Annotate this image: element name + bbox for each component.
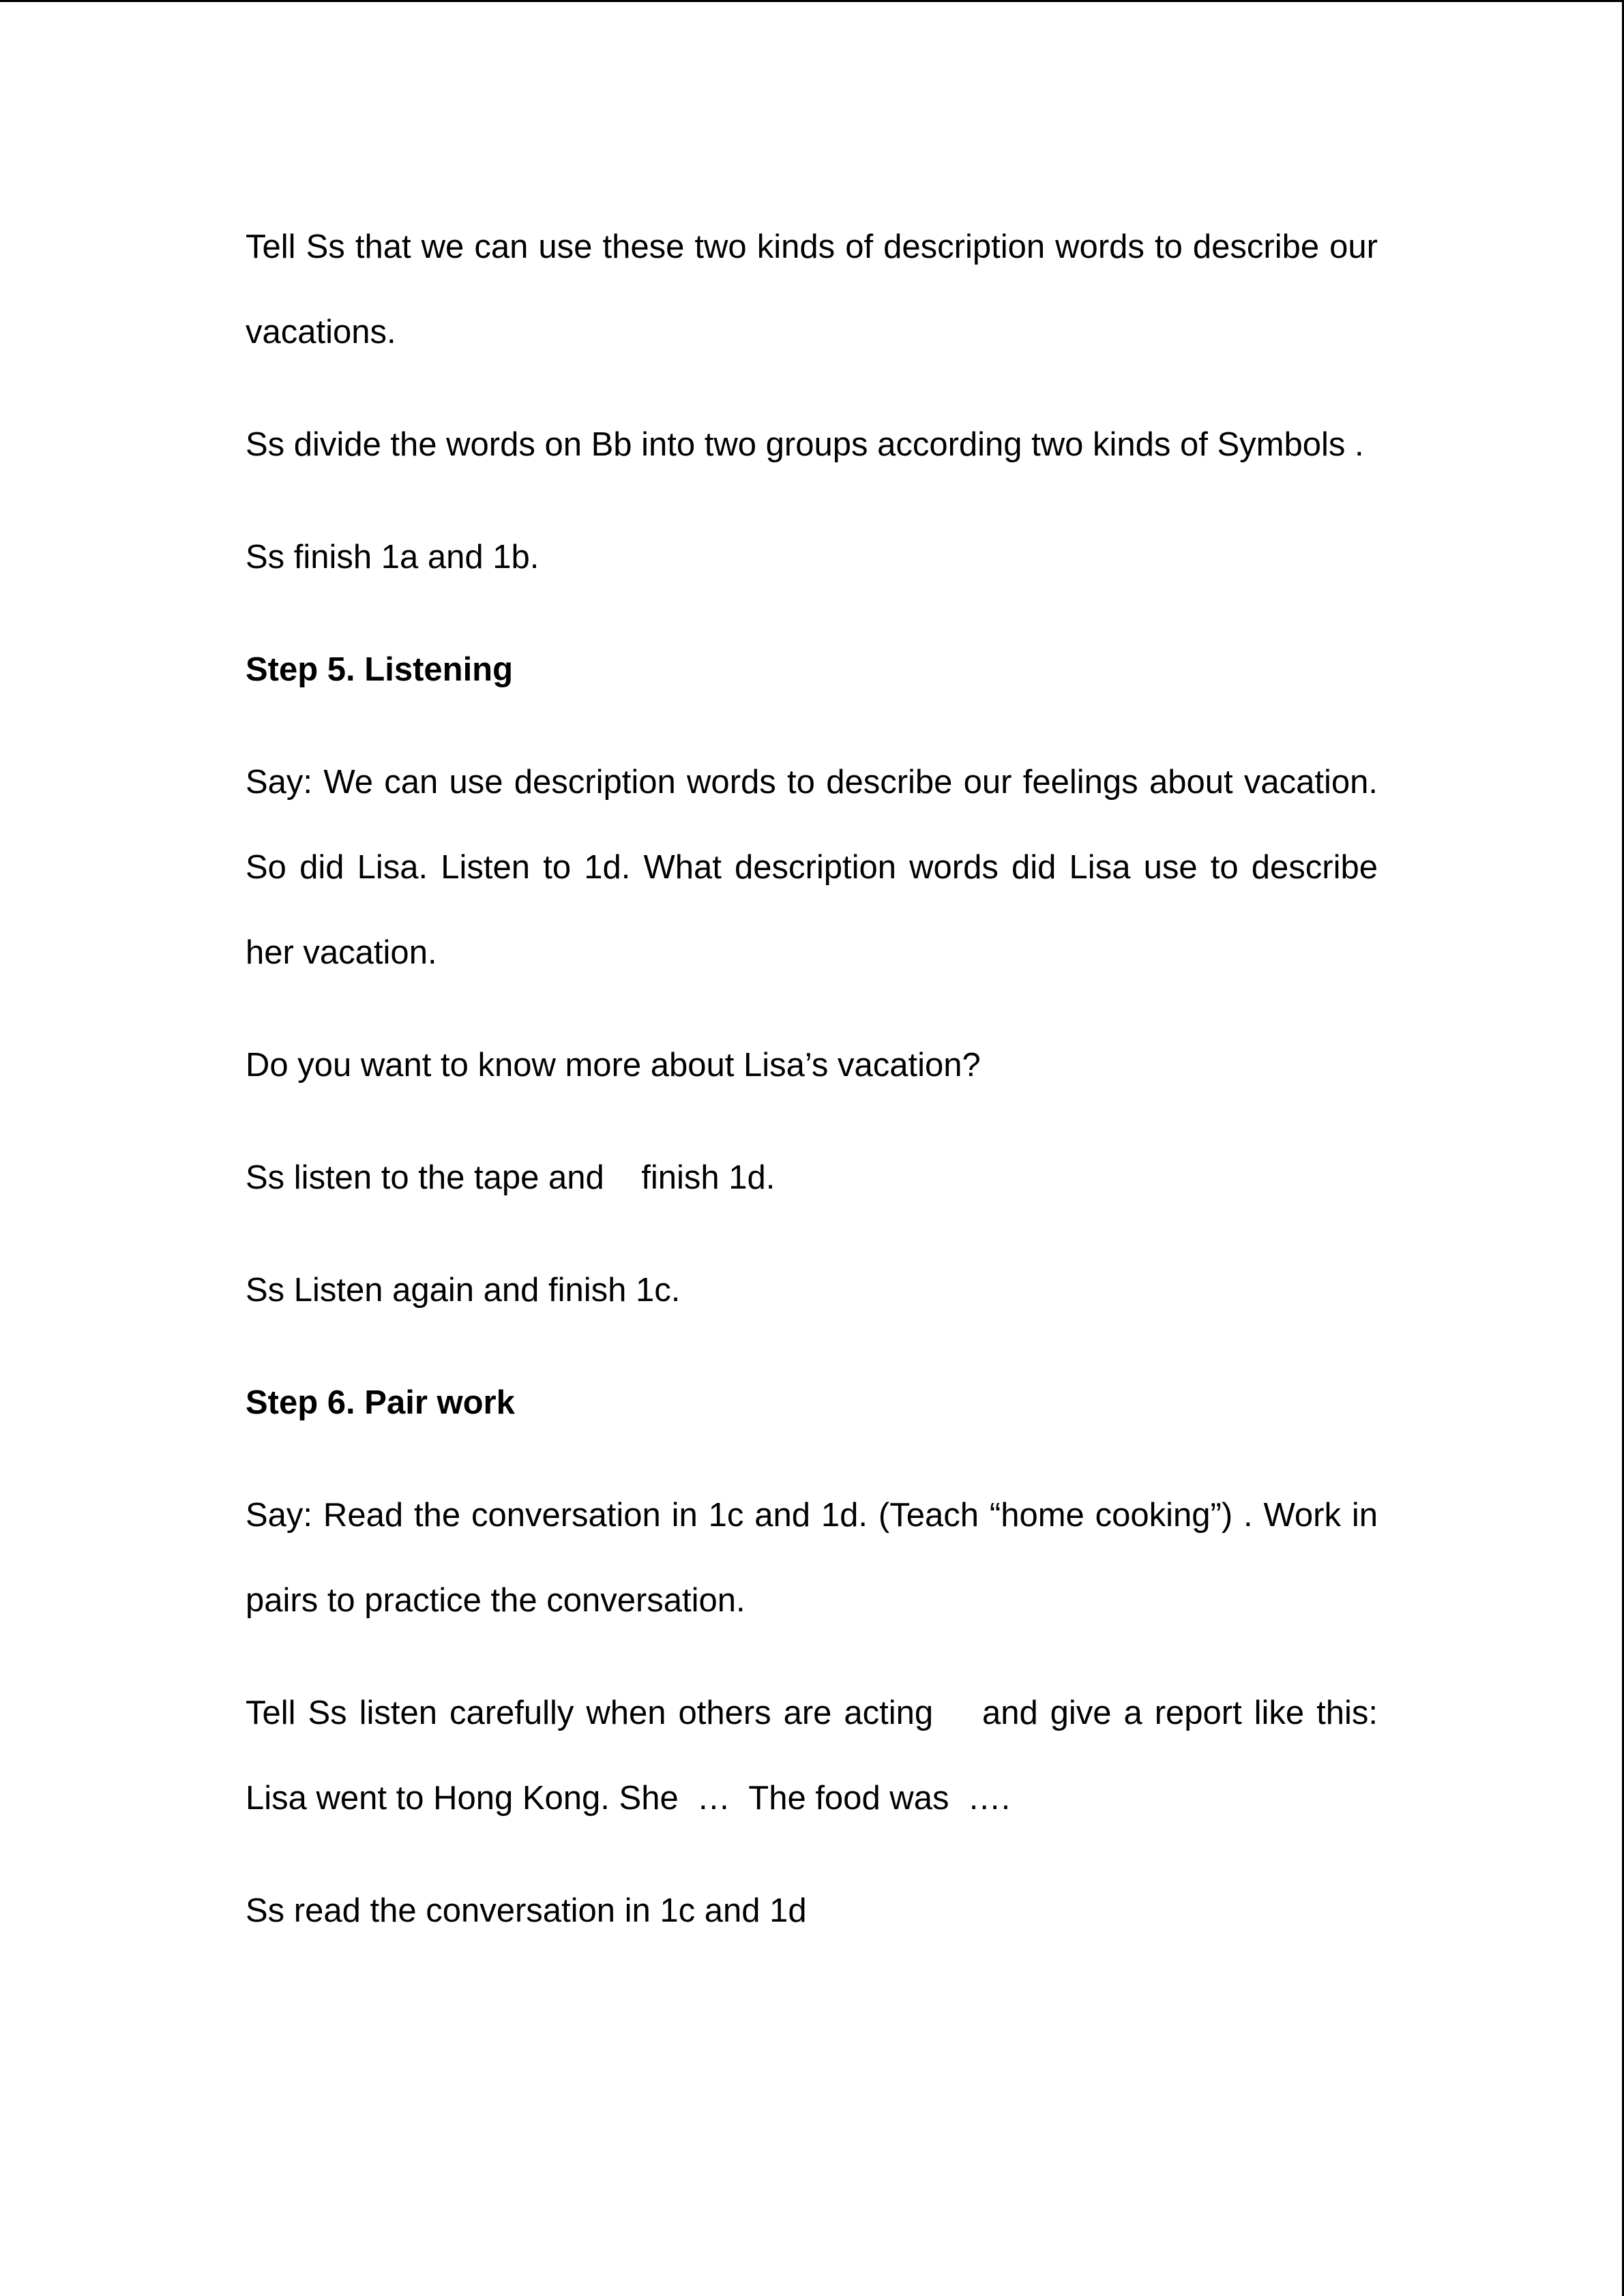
paragraph-describe-vacations: Tell Ss that we can use these two kinds of description words to describe our vacations. bbox=[246, 228, 1387, 351]
paragraph-listen-tape: Ss listen to the tape and finish 1d. bbox=[246, 1159, 776, 1196]
paragraph-know-more: Do you want to know more about Lisa’s vacation? bbox=[246, 1047, 981, 1084]
page-top-border bbox=[0, 0, 1624, 2]
paragraph-divide-words: Ss divide the words on Bb into two groups according two kinds of Symbols . bbox=[246, 426, 1364, 463]
paragraph-finish-1a-1b: Ss finish 1a and 1b. bbox=[246, 539, 540, 576]
paragraph-read-conversation: Say: Read the conversation in 1c and 1d. (Teach “home cooking”) . Work in pairs to practice the conversation. bbox=[246, 1497, 1387, 1619]
heading-step-6: Step 6. Pair work bbox=[246, 1384, 515, 1421]
paragraph-say-description-words: Say: We can use description words to describe our feelings about vacation. So did Lisa. Listen to 1d. What description words did Lisa use to describe her vacation. bbox=[246, 764, 1387, 971]
paragraph-listen-again: Ss Listen again and finish 1c. bbox=[246, 1272, 681, 1309]
document-body bbox=[246, 205, 1387, 1981]
paragraph-ss-read: Ss read the conversation in 1c and 1d bbox=[246, 1892, 807, 1929]
heading-step-5: Step 5. Listening bbox=[246, 651, 514, 688]
paragraph-give-report: Tell Ss listen carefully when others are acting and give a report like this: Lisa went to Hong Kong. She … The food was …. bbox=[246, 1695, 1387, 1817]
